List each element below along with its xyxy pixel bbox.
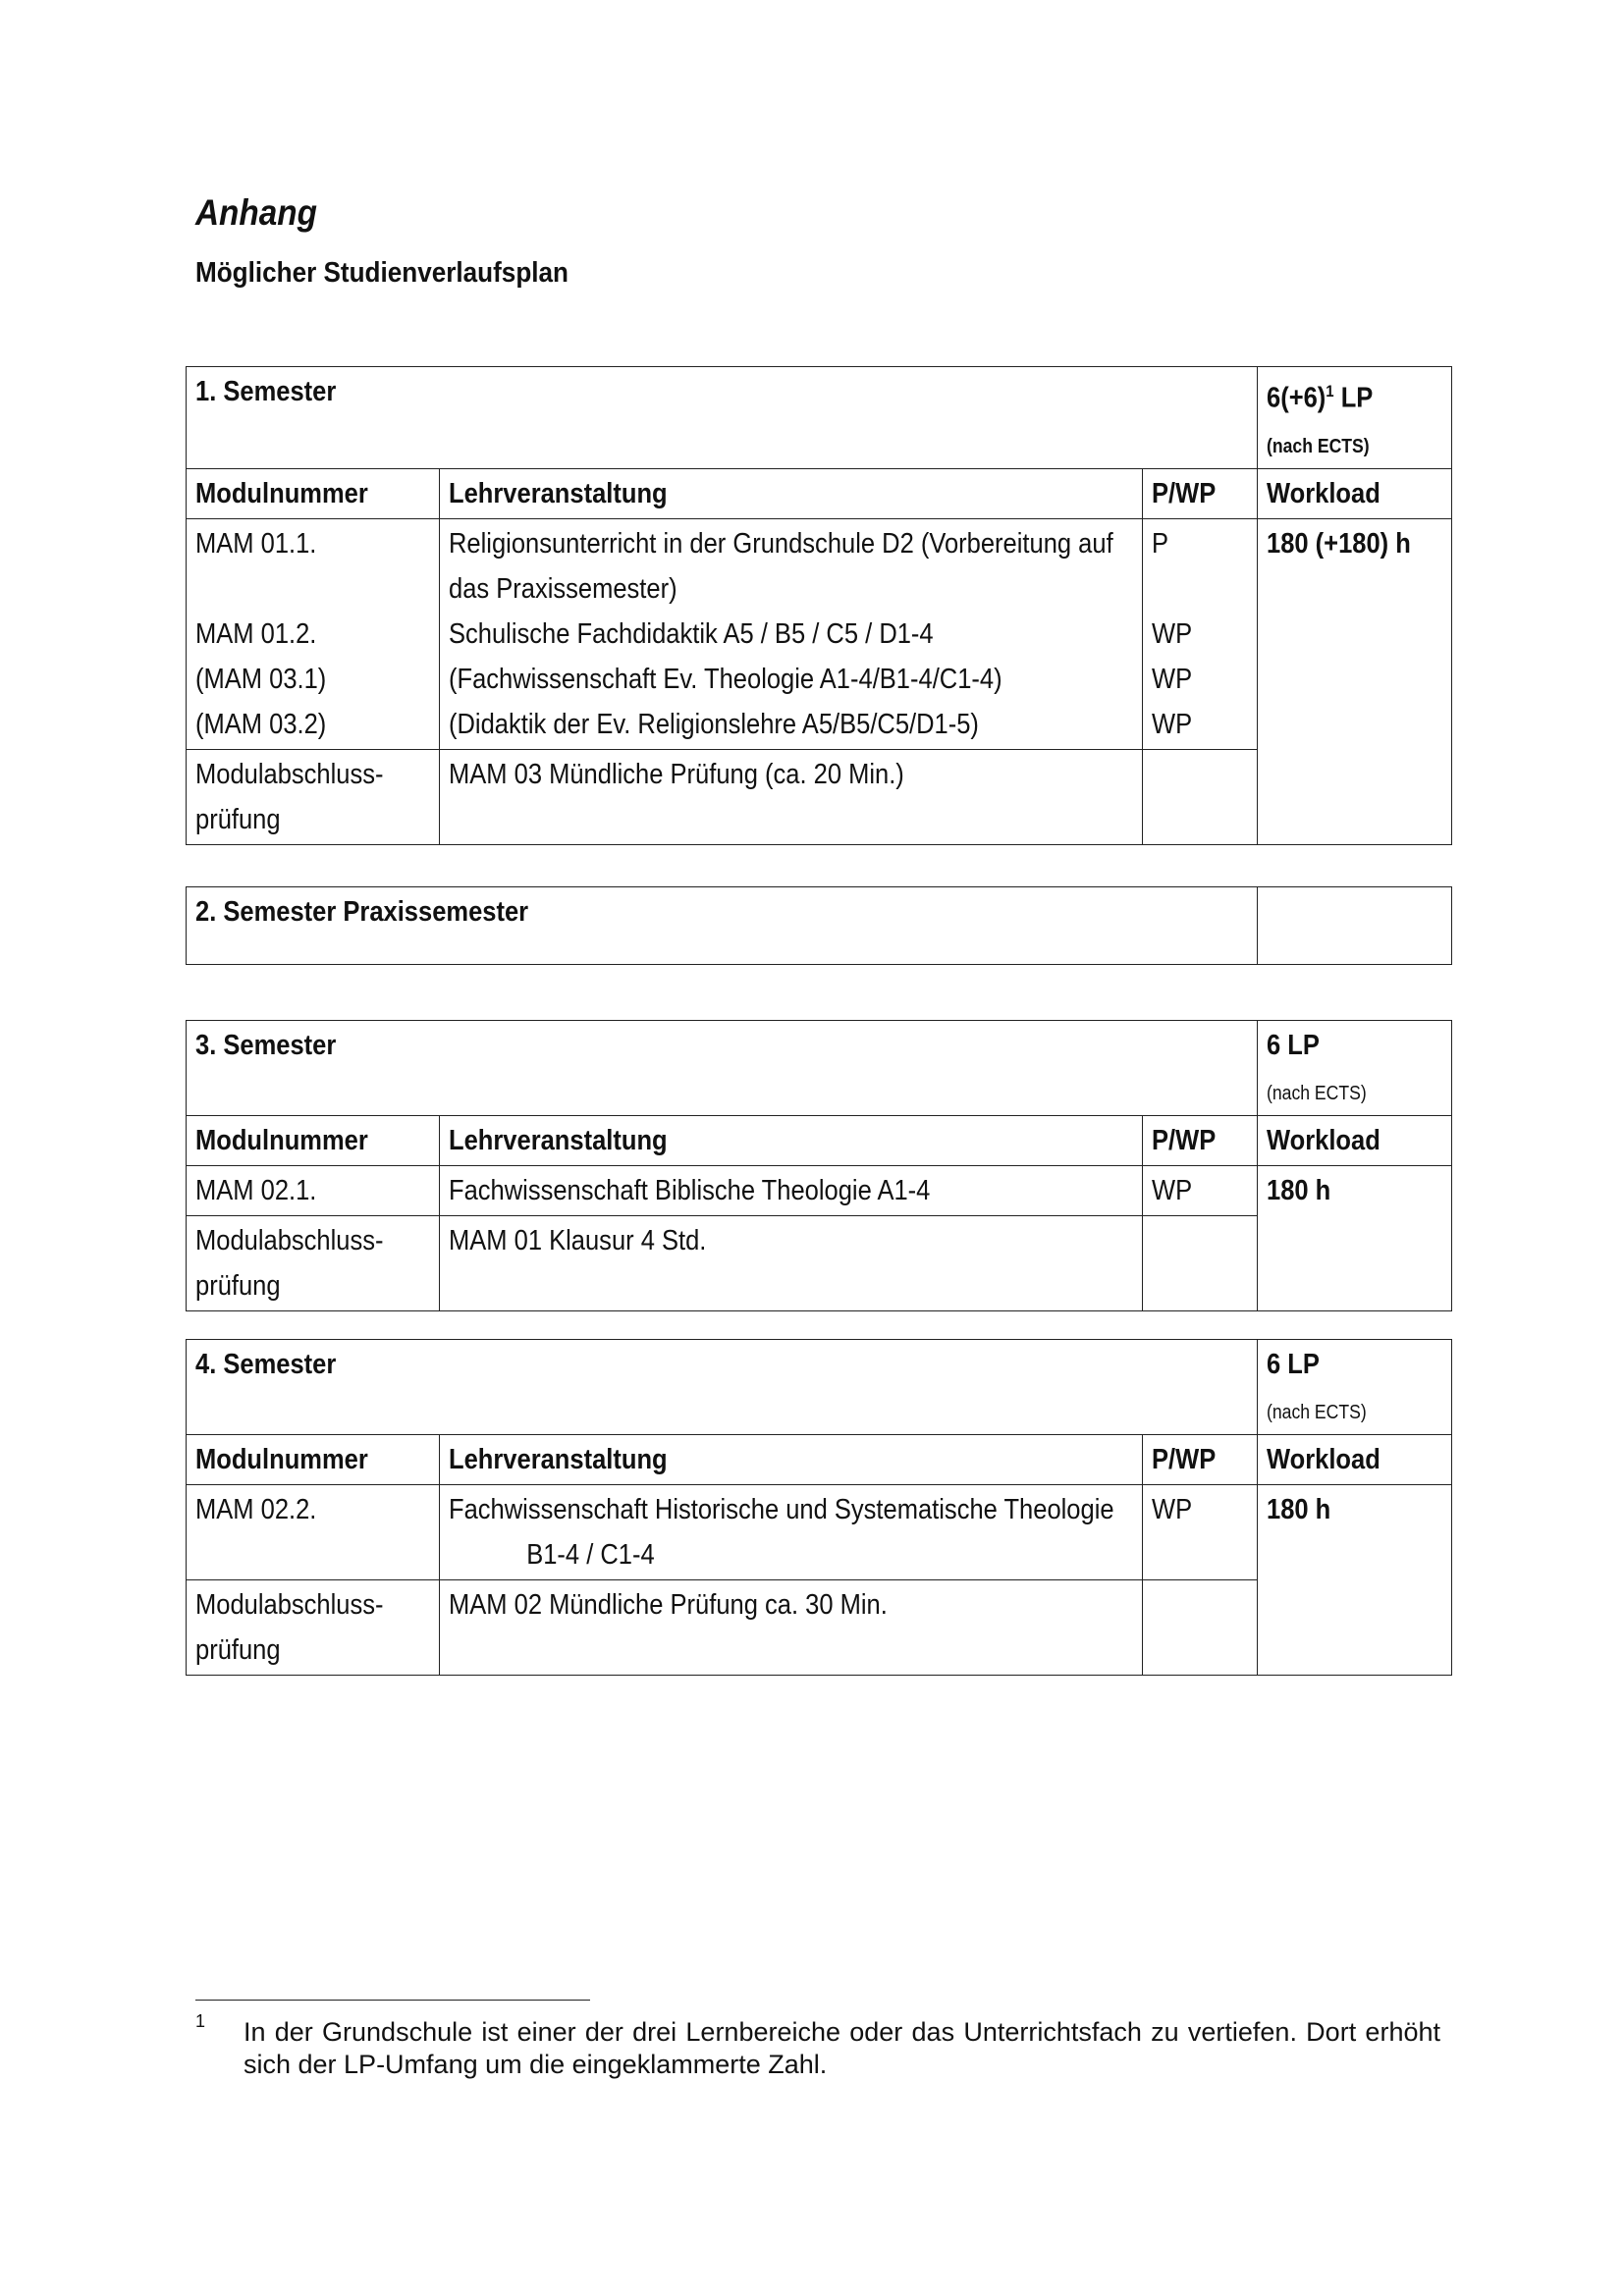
pwp-cell: WP — [1143, 1166, 1258, 1216]
exam-label: Modulabschluss- prüfung — [187, 749, 440, 844]
column-header-lehrveranstaltung: Lehrveranstaltung — [440, 1116, 1143, 1166]
workload-value: 180 h — [1258, 1485, 1452, 1676]
footnote-ref: 1 — [1326, 382, 1334, 400]
workload-value: 180 (+180) h — [1258, 518, 1452, 844]
exam-pwp-cell — [1143, 1216, 1258, 1311]
column-header-modulnummer: Modulnummer — [187, 1116, 440, 1166]
exam-pwp-cell — [1143, 749, 1258, 844]
footnote-separator — [195, 2000, 590, 2001]
lehrveranstaltung-cell: Religionsunterricht in der Grundschule D2 (Vorbereitung auf das Praxissemester) Schulische Fachdidaktik A5 / B5 / C5 / D1-4 (Fachwissenschaft Ev. Theologie A1-4/B1-4/C1-4) (Didaktik der Ev. Religionslehre A5/B5/C5/D1-5) — [440, 518, 1143, 749]
lehrveranstaltung-cell: Fachwissenschaft Historische und Systematische Theologie B1-4 / C1-4 — [440, 1485, 1143, 1580]
semester-2-table — [186, 886, 1452, 965]
column-header-workload: Workload — [1258, 1116, 1452, 1166]
semester-3-lp: 6 LP (nach ECTS) — [1258, 1021, 1452, 1116]
semester-1-ects: (nach ECTS) — [1267, 435, 1370, 457]
modul-cell: MAM 02.1. — [187, 1166, 440, 1216]
column-header-workload: Workload — [1258, 1435, 1452, 1485]
column-header-lehrveranstaltung: Lehrveranstaltung — [440, 468, 1143, 518]
exam-cell: MAM 03 Mündliche Prüfung (ca. 20 Min.) — [440, 749, 1143, 844]
semester-1-lp: $6(+6)^1$ LP (nach ECTS) — [1258, 367, 1452, 469]
semester-3-table — [186, 1020, 1452, 1311]
footnote-text: In der Grundschule ist einer der drei Lernbereiche oder das Unterrichtsfach zu vertiefen. Dort erhöht sich der LP-Umfang um die eingeklammerte Zahl. — [244, 2017, 1440, 2079]
semester-4-ects: (nach ECTS) — [1267, 1402, 1367, 1423]
column-header-modulnummer: Modulnummer — [187, 1435, 440, 1485]
semester-1-title: 1. Semester — [187, 367, 1258, 469]
exam-pwp-cell — [1143, 1580, 1258, 1676]
column-header-pwp: P/WP — [1143, 1116, 1258, 1166]
pwp-cell: P WP WP WP — [1143, 518, 1258, 749]
exam-cell: MAM 01 Klausur 4 Std. — [440, 1216, 1143, 1311]
footnote-number: 1 — [195, 2011, 206, 2031]
modul-cell: MAM 02.2. — [187, 1485, 440, 1580]
semester-2-title: 2. Semester Praxissemester — [187, 887, 1258, 965]
pwp-cell: WP — [1143, 1485, 1258, 1580]
column-header-pwp: P/WP — [1143, 468, 1258, 518]
column-header-lehrveranstaltung: Lehrveranstaltung — [440, 1435, 1143, 1485]
workload-value: 180 h — [1258, 1166, 1452, 1311]
semester-3-title: 3. Semester — [187, 1021, 1258, 1116]
semester-4-table — [186, 1339, 1452, 1676]
semester-3-ects: (nach ECTS) — [1267, 1083, 1367, 1104]
page-subheading: Möglicher Studienverlaufsplan — [195, 257, 568, 289]
exam-label: Modulabschluss- prüfung — [187, 1216, 440, 1311]
column-header-workload: Workload — [1258, 468, 1452, 518]
lehrveranstaltung-cell: Fachwissenschaft Biblische Theologie A1-4 — [440, 1166, 1143, 1216]
semester-4-title: 4. Semester — [187, 1340, 1258, 1435]
semester-2-lp — [1258, 887, 1452, 965]
page-heading: Anhang — [195, 192, 317, 233]
column-header-modulnummer: Modulnummer — [187, 468, 440, 518]
exam-label: Modulabschluss- prüfung — [187, 1580, 440, 1676]
semester-4-lp: 6 LP (nach ECTS) — [1258, 1340, 1452, 1435]
exam-cell: MAM 02 Mündliche Prüfung ca. 30 Min. — [440, 1580, 1143, 1676]
column-header-pwp: P/WP — [1143, 1435, 1258, 1485]
semester-1-table — [186, 366, 1452, 845]
modul-cell: MAM 01.1. MAM 01.2. (MAM 03.1) (MAM 03.2) — [187, 518, 440, 749]
